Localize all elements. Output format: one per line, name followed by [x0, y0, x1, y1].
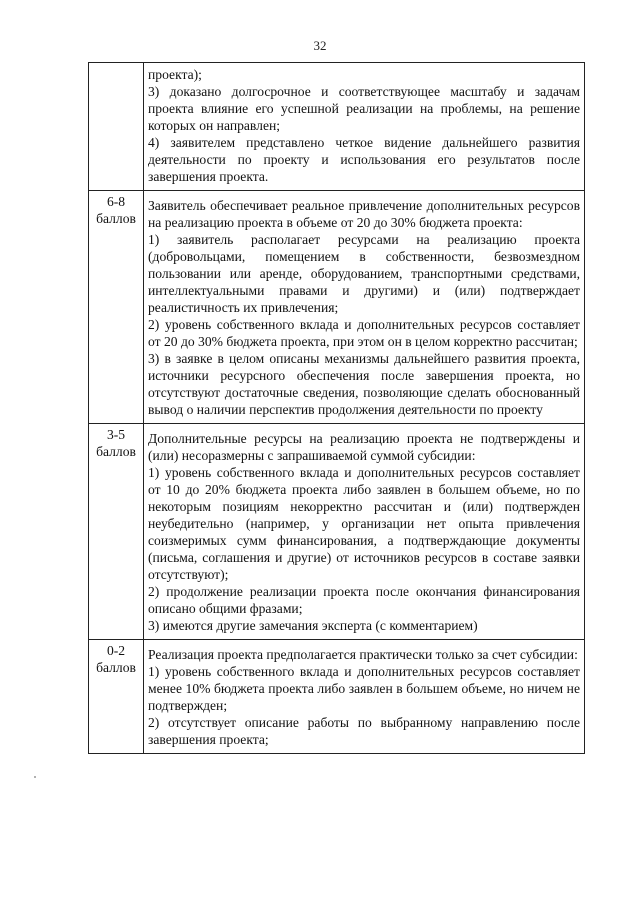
criteria-paragraph: 2) отсутствует описание работы по выбранному направлению после завершения проекта;	[148, 715, 580, 747]
criteria-paragraph: 3) в заявке в целом описаны механизмы дальнейшего развития проекта, источники ресурсного обеспечения после завершения проекта, но отсутствуют достаточные сведения, позволяющие сделать обоснованный вывод о наличии перспектив продолжения деятельности по проекту	[148, 351, 580, 417]
criteria-paragraph: 3) имеются другие замечания эксперта (с комментарием)	[148, 618, 478, 633]
score-cell	[89, 640, 144, 754]
criteria-paragraph: 2) уровень собственного вклада и дополнительных ресурсов составляет от 20 до 30% бюджета проекта, при этом он в целом корректно рассчитан;	[148, 317, 580, 349]
page-number: 32	[313, 38, 327, 53]
scan-speck	[34, 776, 36, 778]
criteria-paragraph: 3) доказано долгосрочное и соответствующее масштабу и задачам проекта влияние его успешной реализации на проблемы, на решение которых он направлен;	[148, 84, 580, 133]
criteria-description	[144, 191, 585, 424]
criteria-paragraph: 2) продолжение реализации проекта после окончания финансирования описано общими фразами;	[148, 584, 580, 616]
criteria-description	[144, 424, 585, 640]
score-cell	[89, 424, 144, 640]
score-cell	[89, 63, 144, 191]
criteria-paragraph: Заявитель обеспечивает реальное привлечение дополнительных ресурсов на реализацию проекта в объеме от 20 до 30% бюджета проекта:	[148, 198, 580, 230]
table-row	[89, 191, 585, 424]
score-unit: баллов	[96, 660, 136, 675]
score-unit: баллов	[96, 211, 136, 226]
score-range: 0-2	[106, 643, 126, 658]
score-cell	[89, 191, 144, 424]
criteria-paragraph: 1) уровень собственного вклада и дополнительных ресурсов составляет менее 10% бюджета проекта либо заявлен в большем объеме, но ничем не подтвержден;	[148, 664, 580, 713]
table-row	[89, 63, 585, 191]
score-range: 6-8	[106, 194, 126, 209]
criteria-description	[144, 640, 585, 754]
table-row	[89, 424, 585, 640]
criteria-paragraph: 4) заявителем представлено четкое видение дальнейшего развития деятельности по проекту и использования его результатов после завершения проекта.	[148, 135, 580, 184]
criteria-description	[144, 63, 585, 191]
criteria-paragraph: 1) уровень собственного вклада и дополнительных ресурсов составляет от 10 до 20% бюджета проекта либо заявлен в большем объеме, но по некоторым позициям некорректно рассчитан и (или) подтвержден неубедительно (например, у организации нет опыта привлечения соизмеримых сумм финансирования, а подтверждающие документы (письма, соглашения и другие) от источников ресурсов в составе заявки отсутствуют);	[148, 465, 580, 582]
criteria-paragraph: 1) заявитель располагает ресурсами на реализацию проекта (добровольцами, помещением в собственности, безвозмездном пользовании или аренде, оборудованием, транспортными средствами, интеллектуальными правами и другими) и (или) подтверждает реалистичность их привлечения;	[148, 232, 580, 315]
score-range: 3-5	[106, 427, 126, 442]
table-row	[89, 640, 585, 754]
criteria-paragraph: Реализация проекта предполагается практически только за счет субсидии:	[148, 647, 578, 662]
score-unit: баллов	[96, 444, 136, 459]
criteria-paragraph: проекта);	[148, 67, 202, 82]
criteria-paragraph: Дополнительные ресурсы на реализацию проекта не подтверждены и (или) несоразмерны с запрашиваемой суммой субсидии:	[148, 431, 580, 463]
criteria-table	[88, 62, 585, 754]
